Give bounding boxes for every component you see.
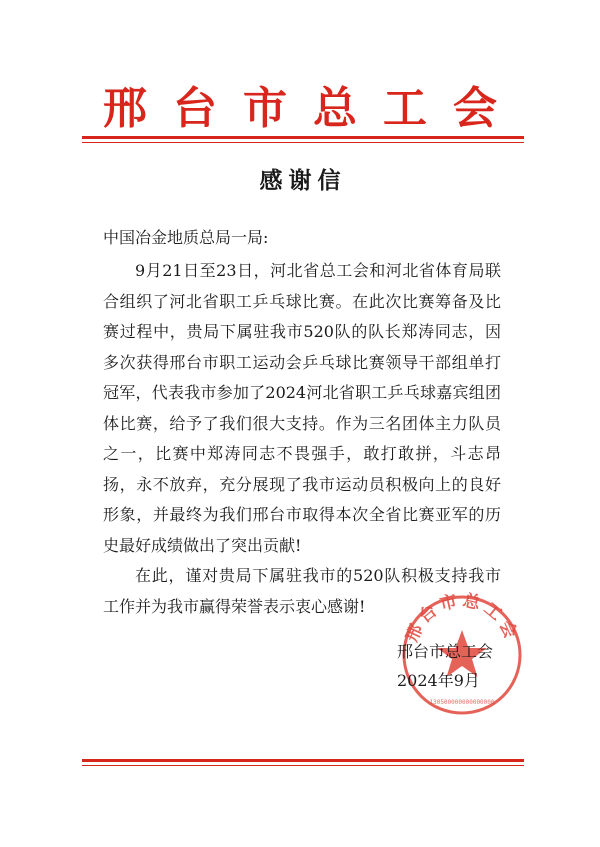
letter-body <box>103 256 501 622</box>
letterhead-rule-thin <box>82 142 524 143</box>
body-paragraph-1: 9月21日至23日，河北省总工会和河北省体育局联合组织了河北省职工乒乓球比赛。在此次比赛筹备及比赛过程中，贵局下属驻我市520队的队长郑涛同志，因多次获得邢台市职工运动会乒乓球比赛领导干部组单打冠军，代表我市参加了2024河北省职工乒乓球嘉宾组团体比赛，给予了我们很大支持。作为三名团体主力队员之一，比赛中郑涛同志不畏强手，敢打敢拼，斗志昂扬，永不放弃，充分展现了我市运动员积极向上的良好形象，并最终为我们邢台市取得本次全省比赛亚军的历史最好成绩做出了突出贡献! <box>103 261 501 555</box>
footer-rule-thick <box>82 759 524 762</box>
salutation: 中国冶金地质总局一局: <box>103 228 269 247</box>
signature-date: 2024年9月 <box>397 671 480 690</box>
seal-serial: 130500000000000000 <box>429 699 495 706</box>
signature-org: 邢台市总工会 <box>397 642 494 661</box>
letter-title: 感谢信 <box>259 168 347 194</box>
seal-text: 邢台市总工会 <box>402 590 522 646</box>
letterhead-rule-thick <box>82 136 524 139</box>
footer-rule-thin <box>82 765 524 766</box>
org-letterhead-title: 邢台市总工会 <box>103 83 523 134</box>
body-paragraph-2: 在此，谨对贵局下属驻我市的520队积极支持我市工作并为我市赢得荣誉表示衷心感谢! <box>103 566 501 616</box>
